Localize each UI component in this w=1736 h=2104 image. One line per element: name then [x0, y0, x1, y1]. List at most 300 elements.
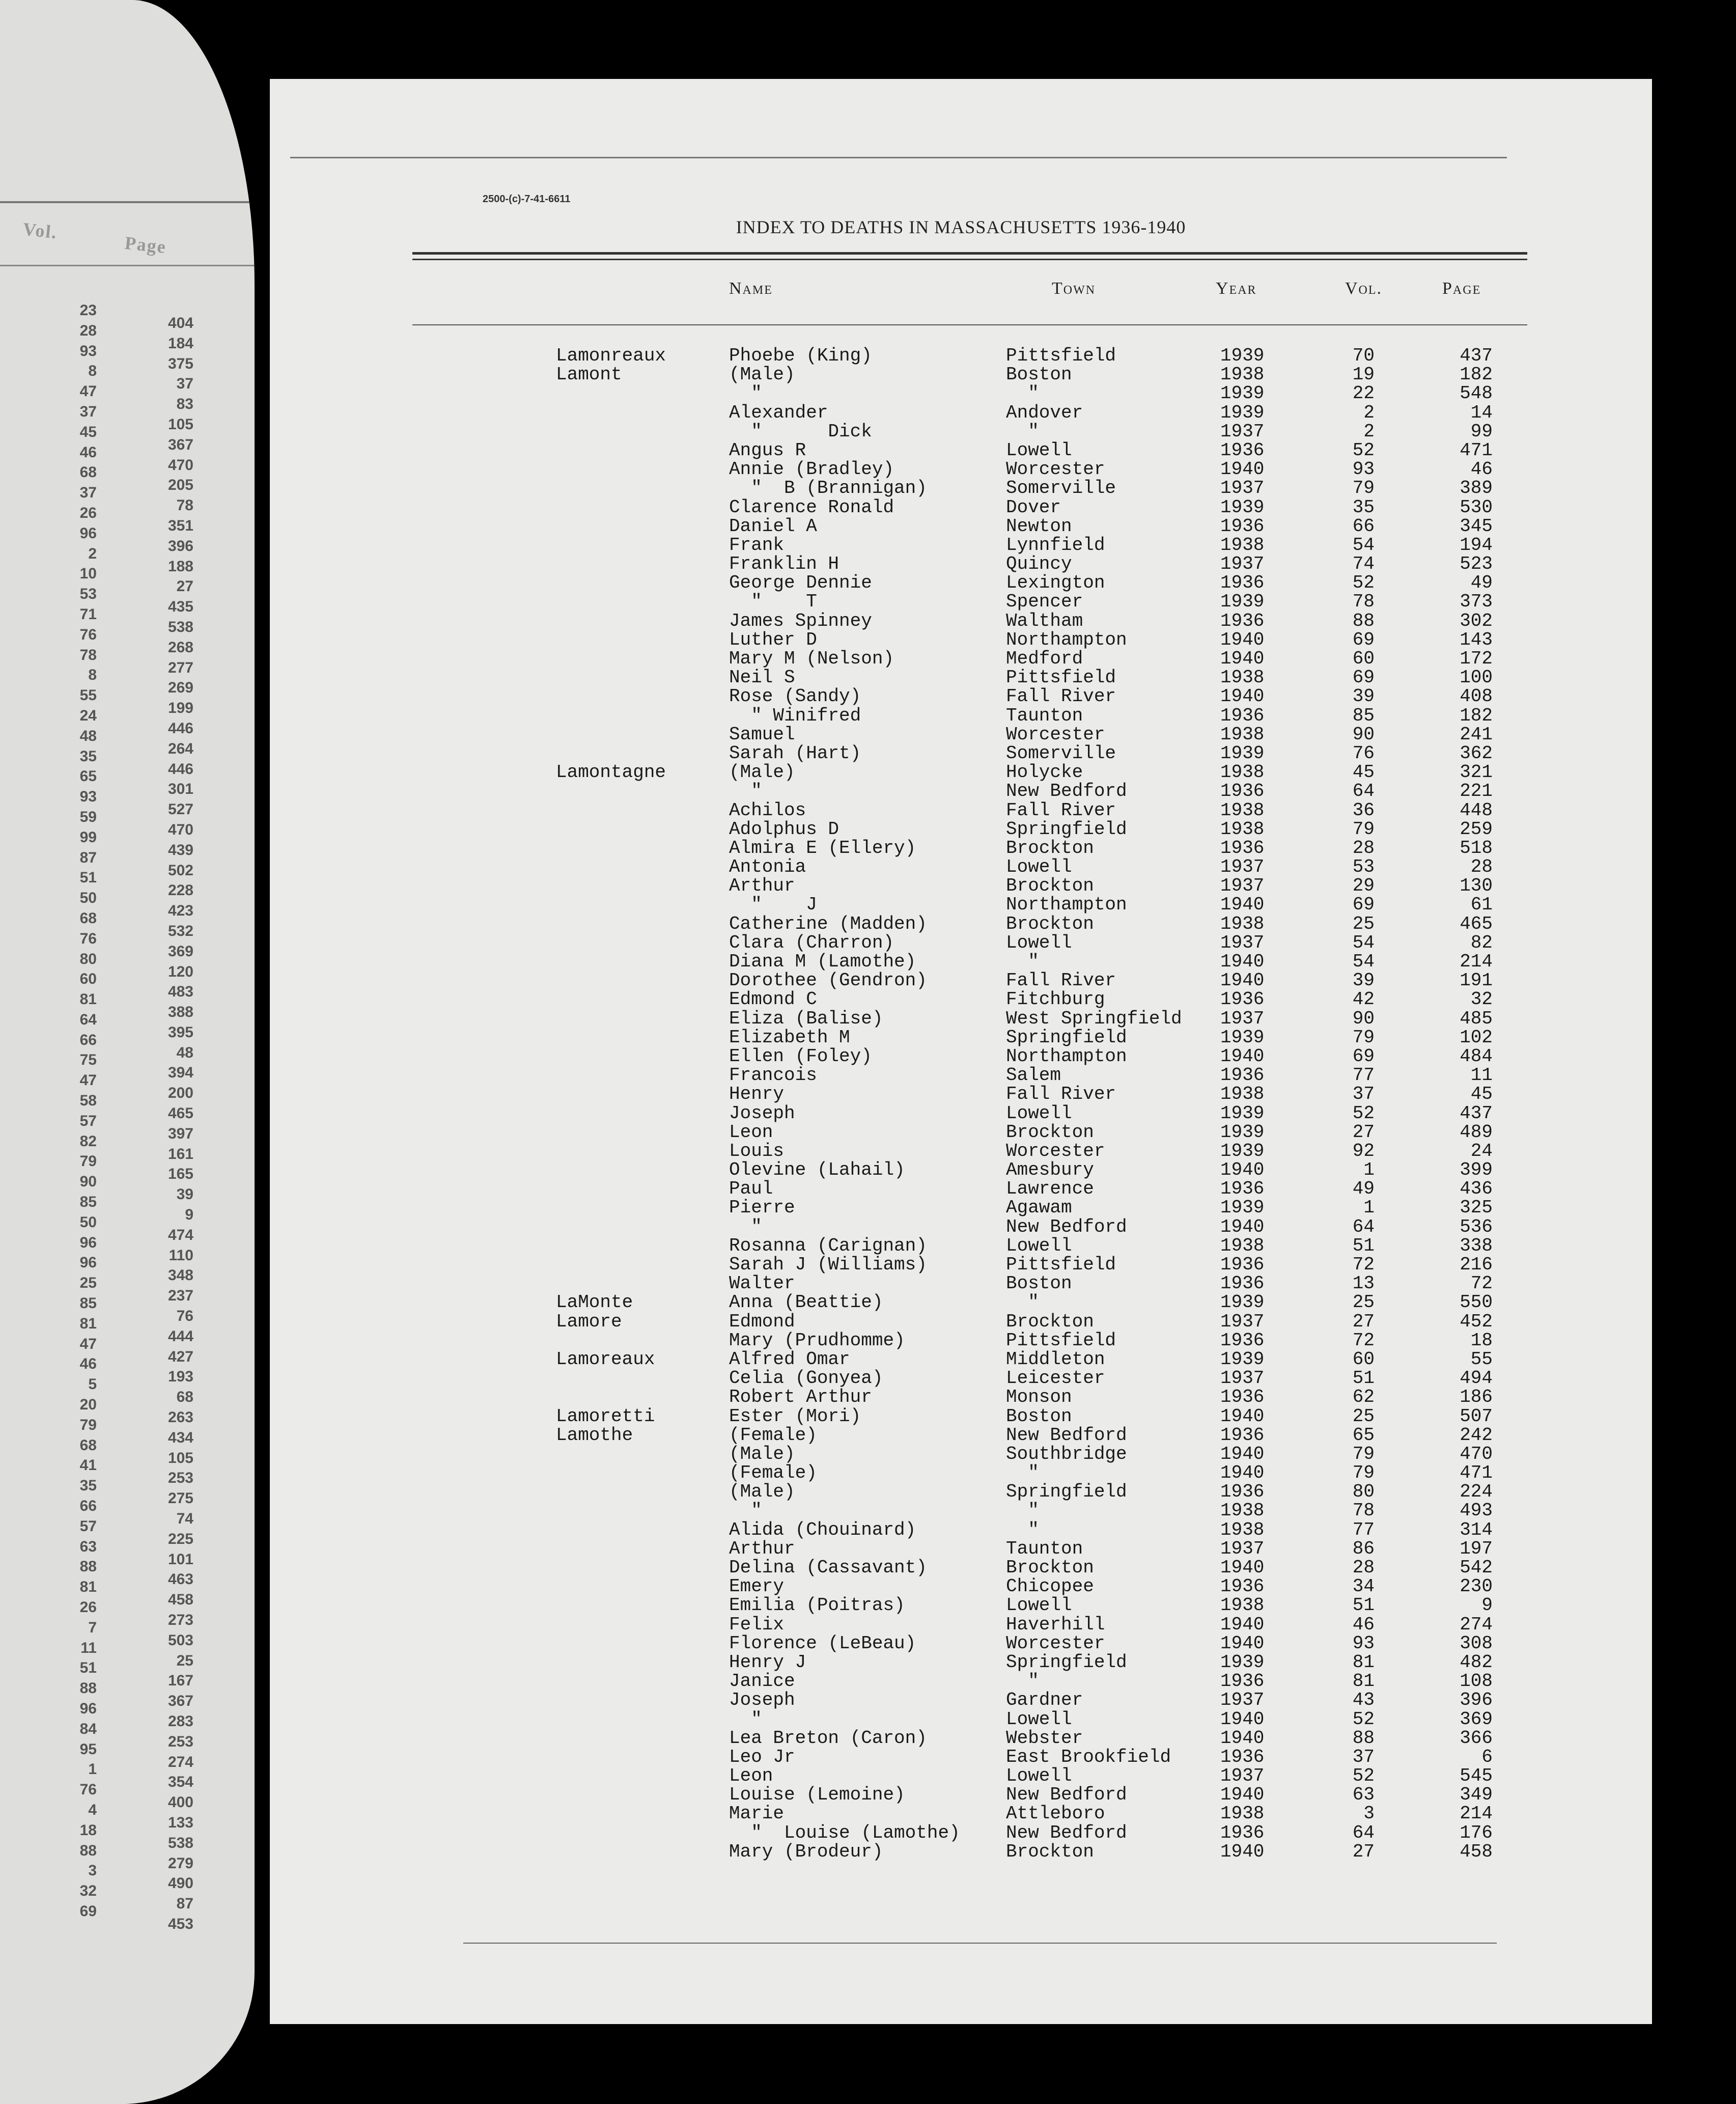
left-page-number: 9 — [185, 1206, 193, 1224]
table-row — [270, 1766, 1652, 1785]
cell-given: " T — [729, 591, 817, 613]
table-row — [270, 782, 1652, 800]
cell-given: Samuel — [729, 724, 795, 745]
cell-vol: 72 — [1352, 1330, 1375, 1351]
table-row — [270, 744, 1652, 763]
cell-town: Worcester — [1006, 1140, 1105, 1161]
table-row — [270, 536, 1652, 555]
table-row — [270, 1350, 1652, 1369]
left-vol-number: 3 — [88, 1862, 97, 1879]
cell-town: Worcester — [1006, 724, 1105, 745]
left-page-number: 301 — [167, 781, 193, 798]
cell-page: 308 — [1460, 1632, 1493, 1654]
cell-year: 1937 — [1220, 1008, 1265, 1029]
cell-vol: 2 — [1363, 402, 1375, 423]
cell-vol: 27 — [1352, 1121, 1375, 1143]
left-vol-number: 79 — [79, 1416, 97, 1433]
cell-town: Springfield — [1006, 1481, 1127, 1503]
table-row — [270, 990, 1652, 1009]
table-row — [270, 1748, 1652, 1766]
cell-vol: 34 — [1352, 1576, 1375, 1597]
cell-page: 471 — [1460, 439, 1493, 461]
left-vol-number: 95 — [79, 1740, 97, 1758]
cell-vol: 90 — [1352, 1008, 1375, 1029]
left-vol-number: 71 — [79, 605, 97, 623]
cell-year: 1936 — [1220, 1254, 1265, 1275]
cell-given: " — [729, 383, 762, 404]
left-vol-number: 4 — [88, 1801, 97, 1818]
cell-page: 507 — [1460, 1405, 1493, 1427]
cell-town: " — [1006, 421, 1039, 442]
left-vol-number: 68 — [79, 464, 97, 481]
left-page-number: 225 — [167, 1530, 193, 1547]
cell-vol: 54 — [1352, 951, 1375, 972]
cell-town: Andover — [1006, 402, 1083, 423]
left-page-number: 367 — [167, 436, 193, 453]
table-row — [270, 1028, 1652, 1047]
cell-page: 366 — [1460, 1727, 1493, 1749]
left-vol-number: 24 — [79, 707, 97, 724]
cell-vol: 52 — [1352, 1765, 1375, 1787]
left-vol-number: 90 — [79, 1173, 97, 1191]
cell-town: Brockton — [1006, 837, 1094, 859]
cell-given: " Winifred — [729, 705, 861, 726]
cell-year: 1936 — [1220, 1273, 1265, 1294]
cell-year: 1939 — [1220, 1140, 1265, 1161]
cell-given: Sarah (Hart) — [729, 742, 861, 764]
cell-town: Somerville — [1006, 478, 1116, 499]
table-row — [270, 687, 1652, 706]
table-row — [270, 1312, 1652, 1331]
cell-given: Adolphus D — [729, 818, 839, 840]
cell-year: 1936 — [1220, 1746, 1265, 1767]
cell-page: 369 — [1460, 1708, 1493, 1730]
cell-given: Celia (Gonyea) — [729, 1368, 883, 1389]
left-page-number: 404 — [167, 315, 193, 331]
cell-year: 1939 — [1220, 1651, 1265, 1673]
left-vol-number: 78 — [79, 646, 97, 663]
cell-given: Delina (Cassavant) — [729, 1557, 927, 1578]
cell-year: 1936 — [1220, 705, 1265, 726]
cell-page: 100 — [1460, 667, 1493, 688]
cell-given: Daniel A — [729, 515, 817, 537]
cell-year: 1939 — [1220, 1197, 1265, 1219]
cell-vol: 74 — [1352, 553, 1375, 575]
cell-town: Taunton — [1006, 705, 1083, 726]
cell-town: Brockton — [1006, 1121, 1094, 1143]
left-page-number: 27 — [176, 578, 193, 595]
left-vol-number: 96 — [79, 1254, 97, 1271]
table-row — [270, 1085, 1652, 1103]
table-row — [270, 1009, 1652, 1028]
table-row — [270, 1577, 1652, 1596]
left-page — [0, 0, 255, 2104]
cell-year: 1937 — [1220, 553, 1265, 575]
left-page-number: 237 — [167, 1287, 193, 1305]
cell-vol: 28 — [1352, 1557, 1375, 1578]
cell-page: 389 — [1460, 478, 1493, 499]
cell-year: 1940 — [1220, 459, 1265, 480]
cell-town: Lexington — [1006, 572, 1105, 594]
cell-town: Monson — [1006, 1387, 1072, 1408]
cell-given: Alida (Chouinard) — [729, 1519, 916, 1540]
table-row — [270, 1104, 1652, 1123]
cell-vol: 51 — [1352, 1595, 1375, 1616]
left-page-number: 465 — [167, 1105, 193, 1122]
table-row — [270, 1331, 1652, 1350]
cell-page: 494 — [1460, 1368, 1493, 1389]
cell-year: 1939 — [1220, 496, 1265, 518]
left-vol-number: 48 — [79, 727, 97, 744]
cell-page: 46 — [1470, 459, 1493, 480]
cell-vol: 49 — [1352, 1178, 1375, 1200]
left-page-number: 193 — [167, 1368, 193, 1386]
cell-given: Neil S — [729, 667, 795, 688]
cell-given: (Male) — [729, 1443, 795, 1464]
cell-given: Anna (Beattie) — [729, 1292, 883, 1313]
cell-vol: 25 — [1352, 913, 1375, 934]
cell-given: Clarence Ronald — [729, 496, 894, 518]
table-row — [270, 725, 1652, 744]
cell-page: 108 — [1460, 1671, 1493, 1692]
table-row — [270, 1369, 1652, 1388]
cell-page: 172 — [1460, 648, 1493, 669]
cell-given: Diana M (Lamothe) — [729, 951, 916, 972]
cell-page: 274 — [1460, 1614, 1493, 1635]
cell-vol: 69 — [1352, 1045, 1375, 1067]
cell-town: Fall River — [1006, 799, 1116, 821]
left-vol-number: 26 — [79, 504, 97, 521]
cell-page: 485 — [1460, 1008, 1493, 1029]
table-row — [270, 1596, 1652, 1615]
cell-page: 550 — [1460, 1292, 1493, 1313]
cell-page: 82 — [1470, 932, 1493, 953]
column-header-year: Year — [1216, 279, 1257, 298]
cell-vol: 37 — [1352, 1084, 1375, 1105]
left-vol-number: 59 — [79, 808, 97, 825]
table-row — [270, 612, 1652, 630]
cell-vol: 52 — [1352, 1708, 1375, 1730]
cell-year: 1936 — [1220, 1822, 1265, 1843]
cell-page: 28 — [1470, 856, 1493, 878]
cell-page: 436 — [1460, 1178, 1493, 1200]
column-header-vol: Vol. — [1345, 279, 1383, 298]
left-page-number: 184 — [167, 335, 193, 352]
table-row — [270, 1160, 1652, 1179]
left-vol-number: 41 — [79, 1457, 97, 1474]
cell-town: Northampton — [1006, 894, 1127, 916]
left-vol-number: 8 — [88, 667, 97, 684]
cell-given: Marie — [729, 1803, 785, 1824]
cell-page: 530 — [1460, 496, 1493, 518]
table-row — [270, 1179, 1652, 1198]
cell-town: Spencer — [1006, 591, 1083, 613]
cell-year: 1938 — [1220, 1235, 1265, 1256]
cell-vol: 45 — [1352, 762, 1375, 783]
cell-year: 1936 — [1220, 1424, 1265, 1446]
table-row — [270, 1047, 1652, 1066]
cell-given: Felix — [729, 1614, 785, 1635]
left-vol-number: 68 — [79, 1436, 97, 1454]
cell-town: Fall River — [1006, 1084, 1116, 1105]
cell-year: 1937 — [1220, 1368, 1265, 1389]
left-vol-number: 23 — [79, 302, 97, 319]
left-vol-number: 82 — [79, 1132, 97, 1150]
left-page-number: 538 — [167, 618, 193, 635]
cell-page: 182 — [1460, 364, 1493, 385]
left-vol-number: 88 — [79, 1558, 97, 1575]
form-code: 2500-(c)-7-41-6611 — [483, 193, 571, 205]
cell-vol: 35 — [1352, 496, 1375, 518]
table-row — [270, 1842, 1652, 1861]
left-page-number: 434 — [167, 1429, 193, 1446]
cell-town: Amesbury — [1006, 1159, 1094, 1181]
cell-year: 1937 — [1220, 875, 1265, 897]
cell-town: Boston — [1006, 1405, 1072, 1427]
left-page-number: 458 — [167, 1591, 193, 1609]
left-vol-number: 80 — [79, 950, 97, 967]
left-page-number: 348 — [167, 1267, 193, 1284]
cell-page: 321 — [1460, 762, 1493, 783]
cell-year: 1938 — [1220, 1595, 1265, 1616]
left-page-number: 470 — [167, 456, 193, 474]
left-vol-number: 45 — [79, 423, 97, 440]
left-vol-number: 85 — [79, 1194, 97, 1211]
column-header-town: Town — [1052, 279, 1096, 298]
table-row — [270, 820, 1652, 839]
cell-year: 1937 — [1220, 478, 1265, 499]
cell-page: 259 — [1460, 818, 1493, 840]
left-vol-number: 35 — [79, 1477, 97, 1494]
table-row — [270, 933, 1652, 952]
cell-town: Springfield — [1006, 818, 1127, 840]
left-vol-number: 57 — [79, 1517, 97, 1535]
table-row — [270, 1445, 1652, 1463]
cell-town: Lowell — [1006, 856, 1072, 878]
left-vol-number: 57 — [79, 1112, 97, 1129]
cell-vol: 1 — [1363, 1159, 1375, 1181]
table-row — [270, 1615, 1652, 1634]
cell-vol: 93 — [1352, 459, 1375, 480]
table-row — [270, 1653, 1652, 1672]
cell-town: Chicopee — [1006, 1576, 1094, 1597]
cell-given: (Male) — [729, 1481, 795, 1503]
cell-page: 482 — [1460, 1651, 1493, 1673]
cell-town: Fall River — [1006, 970, 1116, 991]
cell-year: 1939 — [1220, 402, 1265, 423]
bottom-rule — [463, 1943, 1497, 1944]
left-page-number: 269 — [167, 679, 193, 697]
left-page-number: 78 — [176, 497, 193, 514]
cell-given: Angus R — [729, 439, 806, 461]
cell-given: Francois — [729, 1065, 817, 1086]
table-row — [270, 801, 1652, 820]
cell-vol: 69 — [1352, 894, 1375, 916]
left-vol-number: 84 — [79, 1720, 97, 1737]
table-row — [270, 592, 1652, 611]
cell-town: Northampton — [1006, 629, 1127, 650]
cell-year: 1937 — [1220, 1311, 1265, 1332]
left-page-header: Page — [124, 232, 167, 258]
cell-year: 1940 — [1220, 629, 1265, 650]
cell-year: 1940 — [1220, 686, 1265, 707]
cell-page: 437 — [1460, 1102, 1493, 1124]
cell-page: 484 — [1460, 1045, 1493, 1067]
cell-town: Springfield — [1006, 1651, 1127, 1673]
left-page-number: 273 — [167, 1612, 193, 1628]
cell-page: 197 — [1460, 1538, 1493, 1559]
cell-year: 1938 — [1220, 913, 1265, 934]
cell-town: " — [1006, 1462, 1039, 1484]
cell-town: Lynnfield — [1006, 534, 1105, 556]
cell-vol: 85 — [1352, 705, 1375, 726]
left-vol-number: 50 — [79, 1213, 97, 1231]
cell-given: " J — [729, 894, 817, 916]
cell-vol: 90 — [1352, 724, 1375, 745]
left-page-number: 423 — [167, 902, 193, 920]
table-row — [270, 876, 1652, 895]
cell-page: 338 — [1460, 1235, 1493, 1256]
cell-town: Fall River — [1006, 686, 1116, 707]
title-rule — [412, 252, 1527, 255]
table-row — [270, 1823, 1652, 1842]
cell-town: Taunton — [1006, 1538, 1083, 1559]
left-vol-number: 63 — [79, 1538, 97, 1555]
left-page-number: 48 — [176, 1044, 193, 1061]
left-page-number: 188 — [167, 558, 193, 575]
cell-year: 1936 — [1220, 515, 1265, 537]
cell-page: 11 — [1470, 1065, 1493, 1086]
cell-year: 1939 — [1220, 742, 1265, 764]
left-vol-number: 96 — [79, 1234, 97, 1251]
cell-town: Gardner — [1006, 1690, 1083, 1711]
cell-given: Ellen (Foley) — [729, 1045, 872, 1067]
cell-vol: 54 — [1352, 932, 1375, 953]
table-row — [270, 403, 1652, 422]
cell-given: Louis — [729, 1140, 785, 1161]
table-row — [270, 1785, 1652, 1804]
left-page-number: 253 — [167, 1470, 193, 1487]
left-page-number: 200 — [167, 1085, 193, 1102]
left-vol-number: 87 — [79, 849, 97, 866]
left-vol-column — [56, 300, 97, 1922]
left-vol-number: 37 — [79, 403, 97, 420]
cell-page: 325 — [1460, 1197, 1493, 1219]
cell-town: Lowell — [1006, 932, 1072, 953]
cell-vol: 52 — [1352, 439, 1375, 461]
cell-vol: 79 — [1352, 1462, 1375, 1484]
left-page-number: 388 — [167, 1004, 193, 1021]
cell-vol: 64 — [1352, 1216, 1375, 1237]
left-page-number: 25 — [176, 1652, 193, 1669]
left-vol-number: 88 — [79, 1842, 97, 1859]
left-vol-number: 32 — [79, 1882, 97, 1900]
cell-given: Janice — [729, 1671, 795, 1692]
cell-given: Edmond C — [729, 989, 817, 1010]
cell-given: " — [729, 1708, 762, 1730]
cell-year: 1938 — [1220, 1803, 1265, 1824]
left-page-number: 205 — [167, 477, 193, 494]
cell-town: Lowell — [1006, 1235, 1072, 1256]
cell-year: 1940 — [1220, 1159, 1265, 1181]
left-vol-number: 76 — [79, 1781, 97, 1798]
cell-vol: 72 — [1352, 1254, 1375, 1275]
cell-page: 102 — [1460, 1027, 1493, 1048]
left-vol-number: 5 — [88, 1376, 97, 1393]
cell-town: East Brookfield — [1006, 1746, 1171, 1767]
left-vol-number: 20 — [79, 1396, 97, 1414]
cell-given: Dorothee (Gendron) — [729, 970, 927, 991]
cell-given: Walter — [729, 1273, 795, 1294]
cell-town: Boston — [1006, 364, 1072, 385]
cell-year: 1939 — [1220, 345, 1265, 366]
cell-town: Brockton — [1006, 1841, 1094, 1862]
cell-year: 1937 — [1220, 1765, 1265, 1787]
cell-page: 61 — [1470, 894, 1493, 916]
cell-page: 49 — [1470, 572, 1493, 594]
cell-given: Louise (Lemoine) — [729, 1784, 905, 1806]
left-page-number: 76 — [176, 1308, 193, 1325]
left-vol-number: 85 — [79, 1295, 97, 1312]
cell-given: Frank — [729, 534, 785, 556]
cell-given: Leo Jr — [729, 1746, 795, 1767]
table-row — [270, 915, 1652, 933]
table-row — [270, 365, 1652, 384]
cell-page: 186 — [1460, 1387, 1493, 1408]
index-entries — [270, 346, 1652, 1861]
cell-page: 458 — [1460, 1841, 1493, 1862]
left-page-number: 110 — [169, 1247, 193, 1264]
cell-vol: 53 — [1352, 856, 1375, 878]
cell-given: Luther D — [729, 629, 817, 650]
cell-given: (Male) — [729, 762, 795, 783]
cell-year: 1938 — [1220, 1500, 1265, 1521]
left-vol-number: 1 — [88, 1761, 97, 1778]
left-vol-number: 37 — [79, 484, 97, 502]
cell-year: 1940 — [1220, 1557, 1265, 1578]
left-vol-number: 66 — [79, 1031, 97, 1048]
table-row — [270, 1539, 1652, 1558]
left-vol-number: 64 — [79, 1011, 97, 1028]
cell-year: 1939 — [1220, 383, 1265, 404]
cell-vol: 3 — [1363, 1803, 1375, 1824]
cell-surname: Lamonreaux — [556, 345, 666, 366]
left-vol-number: 60 — [79, 971, 97, 988]
cell-given: Phoebe (King) — [729, 345, 872, 366]
cell-year: 1940 — [1220, 1708, 1265, 1730]
left-page-number: 39 — [176, 1186, 193, 1203]
left-page-number: 275 — [167, 1490, 193, 1507]
cell-vol: 93 — [1352, 1632, 1375, 1654]
cell-town: Brockton — [1006, 913, 1094, 934]
cell-vol: 27 — [1352, 1841, 1375, 1862]
cell-vol: 51 — [1352, 1368, 1375, 1389]
left-page-number: 351 — [167, 517, 193, 534]
cell-year: 1938 — [1220, 1519, 1265, 1540]
cell-town: New Bedford — [1006, 1822, 1127, 1843]
cell-page: 55 — [1470, 1348, 1493, 1370]
cell-vol: 54 — [1352, 534, 1375, 556]
cell-page: 465 — [1460, 913, 1493, 934]
cell-town: Leicester — [1006, 1368, 1105, 1389]
cell-town: Pittsfield — [1006, 1330, 1116, 1351]
table-row — [270, 384, 1652, 403]
cell-page: 214 — [1460, 1803, 1493, 1824]
table-row — [270, 895, 1652, 914]
table-row — [270, 460, 1652, 479]
cell-vol: 60 — [1352, 1348, 1375, 1370]
cell-given: Alfred Omar — [729, 1348, 850, 1370]
